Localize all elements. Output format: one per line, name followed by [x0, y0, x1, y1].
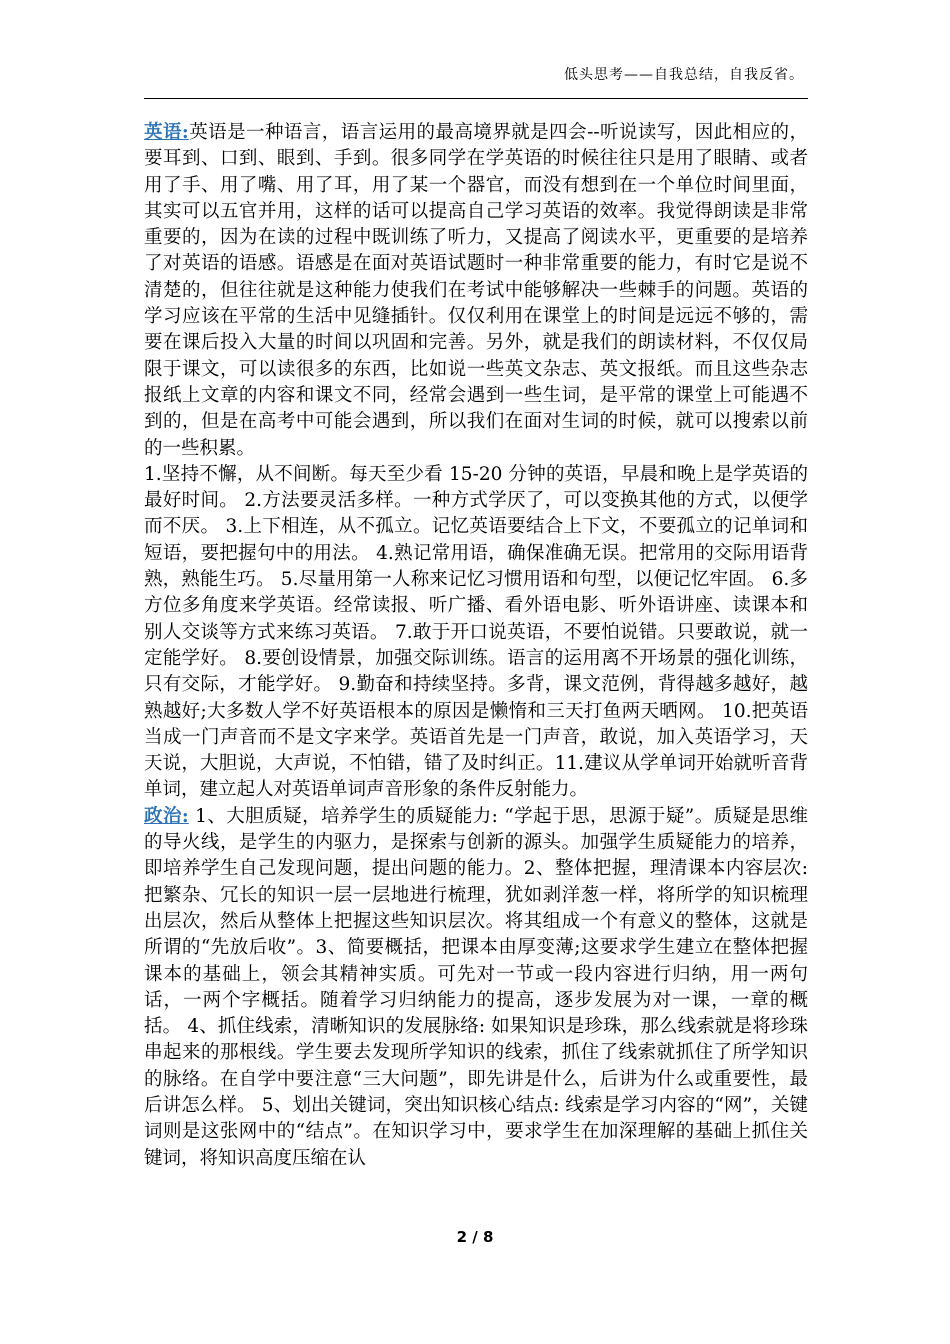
english-heading: 英语: — [144, 122, 189, 143]
politics-paragraph — [144, 804, 808, 1172]
english-intro-text: 英语是一种语言，语言运用的最高境界就是四会--听说读写，因此相应的，要耳到、口到、眼到、手到。很多同学在学英语的时候往往只是用了眼睛、或者用了手、用了嘴、用了耳，用了某一个器官，而没有想到在一个单位时间里面，其实可以五官并用，这样的话可以提高自己学习英语的效率。我觉得朗读是非常重要的，因为在读的过程中既训练了听力，又提高了阅读水平，更重要的是培养了对英语的语感。语感是在面对英语试题时一种非常重要的能力，有时它是说不清楚的，但往往就是这种能力使我们在考试中能够解决一些棘手的问题。英语的学习应该在平常的生活中见缝插针。仅仅利用在课堂上的时间是远远不够的，需要在课后投入大量的时间以巩固和完善。另外，就是我们的朗读材料，不仅仅局限于课文，可以读很多的东西，比如说一些英文杂志、英文报纸。而且这些杂志报纸上文章的内容和课文不同，经常会遇到一些生词，是平常的课堂上可能遇不到的，但是在高考中可能会遇到，所以我们在面对生词的时候，就可以搜索以前的一些积累。 — [144, 122, 808, 459]
politics-heading: 政治: — [144, 805, 189, 827]
politics-body-text: 1、大胆质疑，培养学生的质疑能力: “学起于思，思源于疑”。质疑是思维的导火线，是学生的内驱力，是探索与创新的源头。加强学生质疑能力的培养，即培养学生自己发现问题，提出问题的能力。2、整体把握，理清课本内容层次: 把繁杂、冗长的知识一层一层地进行梳理，犹如剥洋葱一样，将所学的知识梳理出层次，然后从整体上把握这些知识层次。将其组成一个有意义的整体，这就是所谓的“先放后收”。3、简要概括，把课本由厚变薄;这要求学生建立在整体把握课本的基础上，领会其精神实质。可先对一节或一段内容进行归纳，用一两句话，一两个字概括。随着学习归纳能力的提高，逐步发展为对一课，一章的概括。 4、抓住线索，清晰知识的发展脉络: 如果知识是珍珠，那么线索就是将珍珠串起来的那根线。学生要去发现所学知识的线索，抓住了线索就抓住了所学知识的脉络。在自学中要注意“三大问题”，即先讲是什么，后讲为什么或重要性，最后讲怎么样。 5、划出关键词，突出知识核心结点: 线索是学习内容的“网”，关键词则是这张网中的“结点”。在知识学习中，要求学生在加深理解的基础上抓住关键词，将知识高度压缩在认 — [144, 805, 808, 1169]
english-paragraph — [144, 120, 808, 462]
page-number: 2 / 8 — [456, 1228, 494, 1246]
document-body — [144, 120, 808, 1172]
english-tips-paragraph: 1.坚持不懈，从不间断。每天至少看 15-20 分钟的英语，早晨和晚上是学英语的最好时间。 2.方法要灵活多样。一种方式学厌了，可以变换其他的方式，以便学而不厌。 3.上下相连，从不孤立。记忆英语要结合上下文，不要孤立的记单词和短语，要把握句中的用法。 4.熟记常用语，确保准确无误。把常用的交际用语背熟，熟能生巧。 5.尽量用第一人称来记忆习惯用语和句型，以便记忆牢固。 6.多方位多角度来学英语。经常读报、听广播、看外语电影、听外语讲座、读课本和别人交谈等方式来练习英语。 7.敢于开口说英语，不要怕说错。只要敢说，就一定能学好。 8.要创设情景，加强交际训练。语言的运用离不开场景的强化训练，只有交际，才能学好。 9.勤奋和持续坚持。多背，课文范例，背得越多越好，越熟越好;大多数人学不好英语根本的原因是懒惰和三天打鱼两天晒网。 10.把英语当成一门声音而不是文字来学。英语首先是一门声音，敢说，加入英语学习，天天说，大胆说，大声说，不怕错，错了及时纠正。11.建议从学单词开始就听音背单词，建立起人对英语单词声音形象的条件反射能力。 — [144, 463, 808, 801]
header-motto: 低头思考——自我总结，自我反省。 — [564, 67, 804, 83]
header-divider — [144, 98, 808, 99]
